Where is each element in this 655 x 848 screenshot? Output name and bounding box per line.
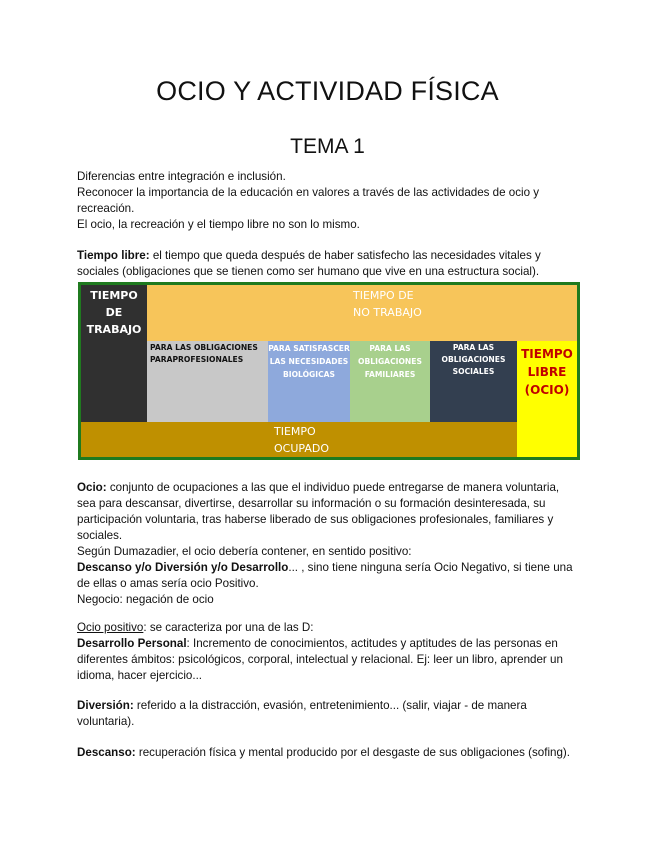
- ocio-positivo-text: : se caracteriza por una de las D:: [143, 621, 314, 634]
- page-title: OCIO Y ACTIVIDAD FÍSICA: [156, 76, 499, 106]
- ocio-positivo-block: [77, 620, 577, 684]
- ocio-positivo-heading: [77, 620, 577, 636]
- necesidades-biologicas-cell: PARA SATISFASCER LAS NECESIDADES BIOLÓGICAS: [268, 341, 350, 422]
- tiempo-libre-cell: TIEMPO LIBRE (OCIO): [517, 341, 577, 457]
- obligaciones-paraprofesionales-cell: PARA LAS OBLIGACIONES PARAPROFESIONALES: [147, 341, 268, 422]
- time-diagram: [78, 282, 580, 460]
- dyd-line: [77, 560, 577, 592]
- ocio-term: Ocio:: [77, 481, 107, 494]
- tiempo-ocupado-cell: [81, 422, 517, 457]
- dyd-term: Descanso y/o Diversión y/o Desarrollo: [77, 561, 289, 574]
- descanso-definition: [77, 745, 577, 761]
- tiempo-libre-text: el tiempo que queda después de haber satisfecho las necesidades vitales y sociales (obligaciones que se tienen como ser humano que vive en una estructura social).: [77, 249, 541, 278]
- obligaciones-sociales-cell: PARA LAS OBLIGACIONES SOCIALES: [430, 341, 517, 422]
- intro-line-2: Reconocer la importancia de la educación en valores a través de las actividades de ocio y recreación.: [77, 186, 540, 215]
- tiempo-libre-definition: [77, 248, 577, 280]
- dyd-text: ... , sino tiene ninguna sería Ocio Negativo, si tiene una de ellas o amas sería ocio Positivo.: [77, 561, 573, 590]
- intro-line-3: El ocio, la recreación y el tiempo libre no son lo mismo.: [77, 218, 360, 231]
- desarrollo-term: Desarrollo Personal: [77, 637, 187, 650]
- desarrollo-text: : Incremento de conocimientos, actitudes y aptitudes de las personas en diferentes ámbitos: psicológicos, corporal, intelectual y relacional. Ej: leer un libro, aprender un idioma, hacer ejercicio...: [77, 637, 563, 682]
- descanso-text: recuperación física y mental producido por el desgaste de sus obligaciones (sofing).: [135, 746, 571, 759]
- desarrollo-personal: [77, 636, 577, 684]
- negocio-line: Negocio: negación de ocio: [77, 593, 214, 606]
- diversion-term: Diversión:: [77, 699, 134, 712]
- ocio-block: [77, 480, 577, 608]
- descanso-term: Descanso:: [77, 746, 136, 759]
- ocio-definition: [77, 480, 577, 544]
- tiempo-ocupado-label: TIEMPO OCUPADO: [274, 425, 329, 455]
- tiempo-trabajo-cell: TIEMPO DE TRABAJO: [81, 285, 147, 422]
- section-title: TEMA 1: [290, 135, 365, 158]
- dumazadier-line: Según Dumazadier, el ocio debería contener, en sentido positivo:: [77, 545, 412, 558]
- intro-line-1: Diferencias entre integración e inclusión.: [77, 170, 286, 183]
- obligaciones-familiares-cell: PARA LAS OBLIGACIONES FAMILIARES: [350, 341, 430, 422]
- tiempo-no-trabajo-label: TIEMPO DE NO TRABAJO: [353, 289, 422, 319]
- ocio-text: conjunto de ocupaciones a las que el individuo puede entregarse de manera voluntaria, sea para descansar, divertirse, desarrollar su información o su formación desinteresada, su participación voluntaria, tras haberse liberado de sus obligaciones profesionales, familiares y sociales.: [77, 481, 560, 542]
- tiempo-libre-term: Tiempo libre:: [77, 249, 150, 262]
- diversion-text: referido a la distracción, evasión, entretenimiento... (salir, viajar - de manera voluntaria).: [77, 699, 527, 728]
- ocio-positivo-term: Ocio positivo: [77, 621, 144, 634]
- diversion-definition: [77, 698, 577, 730]
- intro-block: [77, 169, 577, 233]
- tiempo-no-trabajo-cell: [147, 285, 577, 341]
